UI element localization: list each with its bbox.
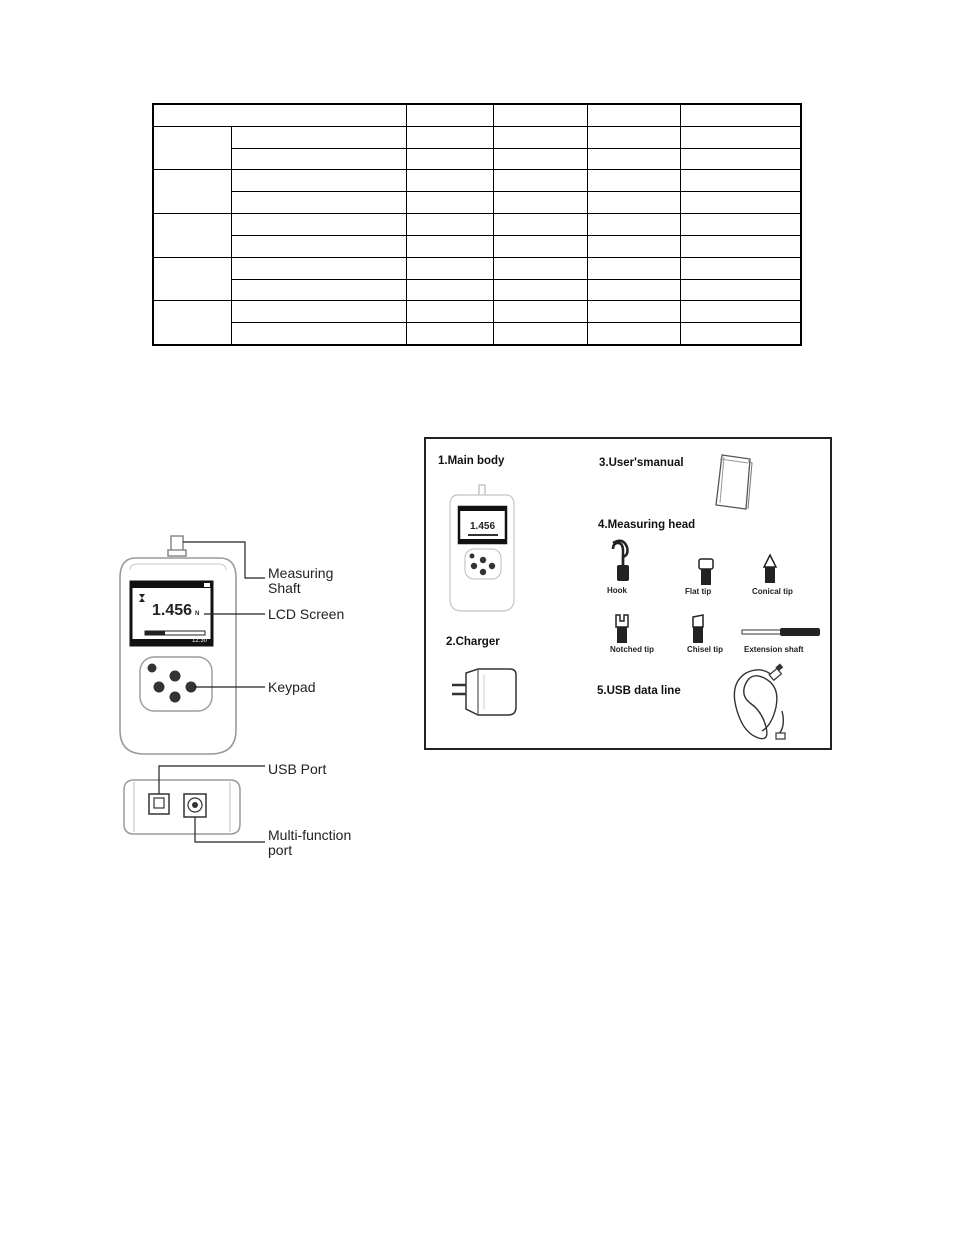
table-cell (493, 170, 587, 192)
conical-tip-drawing (760, 553, 780, 585)
table-group-cell (153, 214, 231, 258)
table-cell (231, 214, 406, 236)
heading-usb-data-line: 5.USB data line (597, 685, 681, 697)
table-cell (231, 192, 406, 214)
table-cell (231, 279, 406, 301)
table-cell (493, 126, 587, 148)
label-chisel-tip: Chisel tip (687, 645, 724, 654)
table-cell (587, 104, 680, 126)
table-cell (680, 323, 801, 345)
hook-drawing (606, 539, 636, 585)
table-cell (680, 257, 801, 279)
label-notched-tip: Notched tip (610, 645, 654, 654)
callout-keypad: Keypad (268, 679, 316, 695)
key-up (170, 671, 181, 682)
table-cell (587, 279, 680, 301)
lcd-reading: 1.456 N (152, 602, 200, 619)
table-cell (406, 170, 493, 192)
heading-measuring-head: 4.Measuring head (598, 519, 696, 531)
table-cell (680, 235, 801, 257)
table-cell (231, 301, 406, 323)
manual-drawing (712, 451, 756, 513)
table-cell (406, 301, 493, 323)
table-row (153, 301, 801, 323)
label-conical-tip: Conical tip (752, 587, 793, 596)
table-row (153, 279, 801, 301)
lcd-time: 12:30 (192, 638, 208, 644)
spec-table (152, 103, 802, 346)
table-cell (587, 214, 680, 236)
table-cell (587, 301, 680, 323)
device-diagram (100, 530, 400, 870)
table-row (153, 235, 801, 257)
table-cell (493, 235, 587, 257)
table-group-cell (153, 301, 231, 345)
accessories-box (424, 437, 832, 750)
table-cell (493, 148, 587, 170)
table-cell (493, 104, 587, 126)
device-bottom (124, 780, 240, 834)
table-header-row (153, 104, 801, 126)
table-cell (406, 104, 493, 126)
table-cell (231, 257, 406, 279)
table-cell (493, 192, 587, 214)
table-cell (406, 148, 493, 170)
table-cell (587, 192, 680, 214)
charger-drawing (450, 661, 522, 719)
heading-charger: 2.Charger (446, 636, 500, 648)
table-cell (493, 214, 587, 236)
lcd-unit: N (195, 611, 200, 617)
device-drawing (100, 530, 400, 870)
usb-cable-drawing (726, 661, 804, 745)
main-body-reading: 1.456 (470, 521, 496, 532)
table-row (153, 192, 801, 214)
callout-usb-port: USB Port (268, 761, 327, 777)
table-cell (406, 323, 493, 345)
table-cell (406, 235, 493, 257)
table-cell (231, 148, 406, 170)
extension-shaft-drawing (740, 625, 824, 639)
table-row (153, 257, 801, 279)
table-cell (231, 126, 406, 148)
table-cell (406, 192, 493, 214)
table-cell (406, 279, 493, 301)
table-group-cell (153, 126, 231, 170)
table-row (153, 214, 801, 236)
table-cell (406, 257, 493, 279)
heading-users-manual: 3.User'smanual (599, 457, 684, 469)
callout-lcd-screen: LCD Screen (268, 606, 345, 622)
table-row (153, 323, 801, 345)
table-cell (493, 323, 587, 345)
table-cell (493, 257, 587, 279)
table-cell (587, 170, 680, 192)
notched-tip-drawing (612, 613, 632, 645)
table-cell (680, 148, 801, 170)
callout-multi-function-port: Multi-function port (268, 827, 352, 858)
flat-tip-drawing (696, 557, 716, 587)
table-cell (680, 126, 801, 148)
table-cell (406, 126, 493, 148)
key-left (154, 682, 165, 693)
table-group-cell (153, 170, 231, 214)
label-extension-shaft: Extension shaft (744, 645, 804, 654)
table-row (153, 126, 801, 148)
table-cell (680, 214, 801, 236)
table-cell (587, 126, 680, 148)
table-cell (680, 170, 801, 192)
table-row (153, 148, 801, 170)
table-group-cell (153, 257, 231, 301)
chisel-tip-drawing (688, 613, 708, 645)
callout-measuring-shaft: Measuring Shaft (268, 565, 334, 596)
table-cell (231, 170, 406, 192)
table-cell (587, 323, 680, 345)
table-cell (680, 279, 801, 301)
table-cell (231, 235, 406, 257)
main-body-drawing (446, 483, 520, 615)
power-key (148, 664, 157, 673)
table-cell (680, 301, 801, 323)
table-cell (153, 104, 406, 126)
heading-main-body: 1.Main body (438, 455, 505, 467)
table-cell (587, 148, 680, 170)
table-cell (493, 279, 587, 301)
table-cell (406, 214, 493, 236)
table-cell (680, 104, 801, 126)
table-row (153, 170, 801, 192)
table-cell (587, 257, 680, 279)
label-flat-tip: Flat tip (685, 587, 712, 596)
table-cell (231, 323, 406, 345)
table-cell (680, 192, 801, 214)
key-down (170, 692, 181, 703)
table-cell (587, 235, 680, 257)
table-cell (493, 301, 587, 323)
label-hook: Hook (607, 586, 627, 595)
